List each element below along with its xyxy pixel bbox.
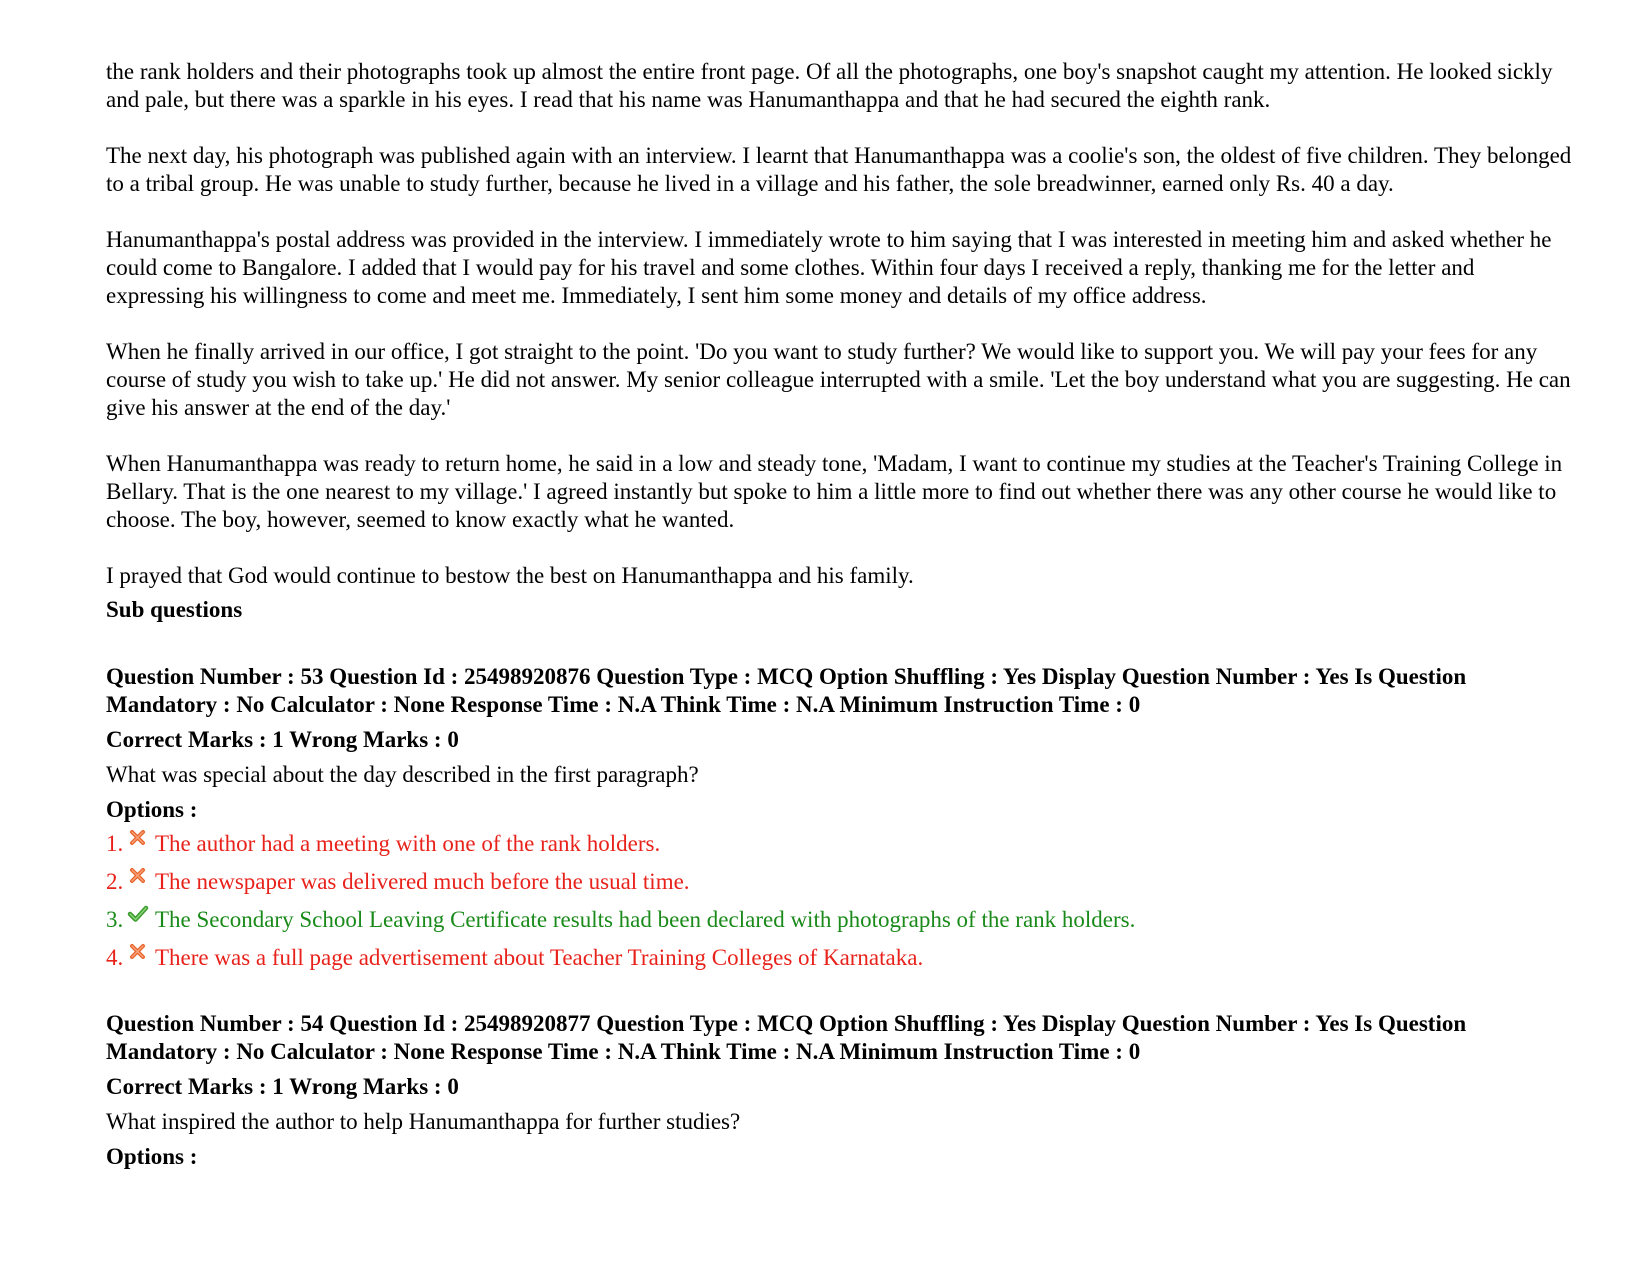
passage-paragraph: I prayed that God would continue to bestow the best on Hanumanthappa and his family. <box>106 563 914 588</box>
passage-paragraph: Hanumanthappa's postal address was provided in the interview. I immediately wrote to him saying that I was interested in meeting him and asked whether he could come to Bangalore. I added that I would pay for his travel and some clothes. Within four days I received a reply, thanking me for the letter and expressing his willingness to come and meet me. Immediately, I sent him some money and details of my office address. <box>106 227 1552 308</box>
cross-icon <box>127 827 149 847</box>
question-53 <box>106 663 1576 972</box>
options-label: Options : <box>106 797 198 822</box>
option-text: The newspaper was delivered much before the usual time. <box>155 869 690 894</box>
passage-paragraph: The next day, his photograph was published again with an interview. I learnt that Hanumanthappa was a coolie's son, the oldest of five children. They belonged to a tribal group. He was unable to study further, because he lived in a village and his father, the sole breadwinner, earned only Rs. 40 a day. <box>106 143 1572 196</box>
option-text: The Secondary School Leaving Certificate results had been declared with photographs of the rank holders. <box>155 907 1136 932</box>
option-1 <box>106 830 1576 858</box>
question-text: What inspired the author to help Hanumanthappa for further studies? <box>106 1109 741 1134</box>
question-marks: Correct Marks : 1 Wrong Marks : 0 <box>106 727 459 752</box>
option-2 <box>106 868 1576 896</box>
question-meta: Question Number : 54 Question Id : 25498920877 Question Type : MCQ Option Shuffling : Yes Display Question Number : Yes Is Question Mandatory : No Calculator : None Response Time : N.A Think Time : N.A Minimum Instruction Time : 0 <box>106 1011 1467 1064</box>
check-icon <box>127 903 149 923</box>
passage <box>106 58 1576 590</box>
question-54 <box>106 1010 1576 1171</box>
document-page <box>106 58 1576 1171</box>
options-label: Options : <box>106 1144 198 1169</box>
option-number: 2. <box>106 869 124 894</box>
option-4 <box>106 944 1576 972</box>
passage-paragraph: When Hanumanthappa was ready to return home, he said in a low and steady tone, 'Madam, I want to continue my studies at the Teacher's Training College in Bellary. That is the one nearest to my village.' I agreed instantly but spoke to him a little more to find out whether there was any other course he would like to choose. The boy, however, seemed to know exactly what he wanted. <box>106 451 1563 532</box>
option-3 <box>106 906 1576 934</box>
question-meta: Question Number : 53 Question Id : 25498920876 Question Type : MCQ Option Shuffling : Yes Display Question Number : Yes Is Question Mandatory : No Calculator : None Response Time : N.A Think Time : N.A Minimum Instruction Time : 0 <box>106 664 1467 717</box>
option-text: There was a full page advertisement about Teacher Training Colleges of Karnataka. <box>155 945 924 970</box>
option-number: 4. <box>106 945 124 970</box>
passage-paragraph: the rank holders and their photographs took up almost the entire front page. Of all the photographs, one boy's snapshot caught my attention. He looked sickly and pale, but there was a sparkle in his eyes. I read that his name was Hanumanthappa and that he had secured the eighth rank. <box>106 59 1553 112</box>
question-marks: Correct Marks : 1 Wrong Marks : 0 <box>106 1074 459 1099</box>
option-number: 1. <box>106 831 124 856</box>
option-text: The author had a meeting with one of the rank holders. <box>155 831 661 856</box>
options-list <box>106 830 1576 972</box>
passage-paragraph: When he finally arrived in our office, I got straight to the point. 'Do you want to study further? We would like to support you. We will pay your fees for any course of study you wish to take up.' He did not answer. My senior colleague interrupted with a smile. 'Let the boy understand what you are suggesting. He can give his answer at the end of the day.' <box>106 339 1571 420</box>
option-number: 3. <box>106 907 124 932</box>
cross-icon <box>127 941 149 961</box>
sub-questions-heading: Sub questions <box>106 597 243 622</box>
cross-icon <box>127 865 149 885</box>
question-text: What was special about the day described in the first paragraph? <box>106 762 699 787</box>
